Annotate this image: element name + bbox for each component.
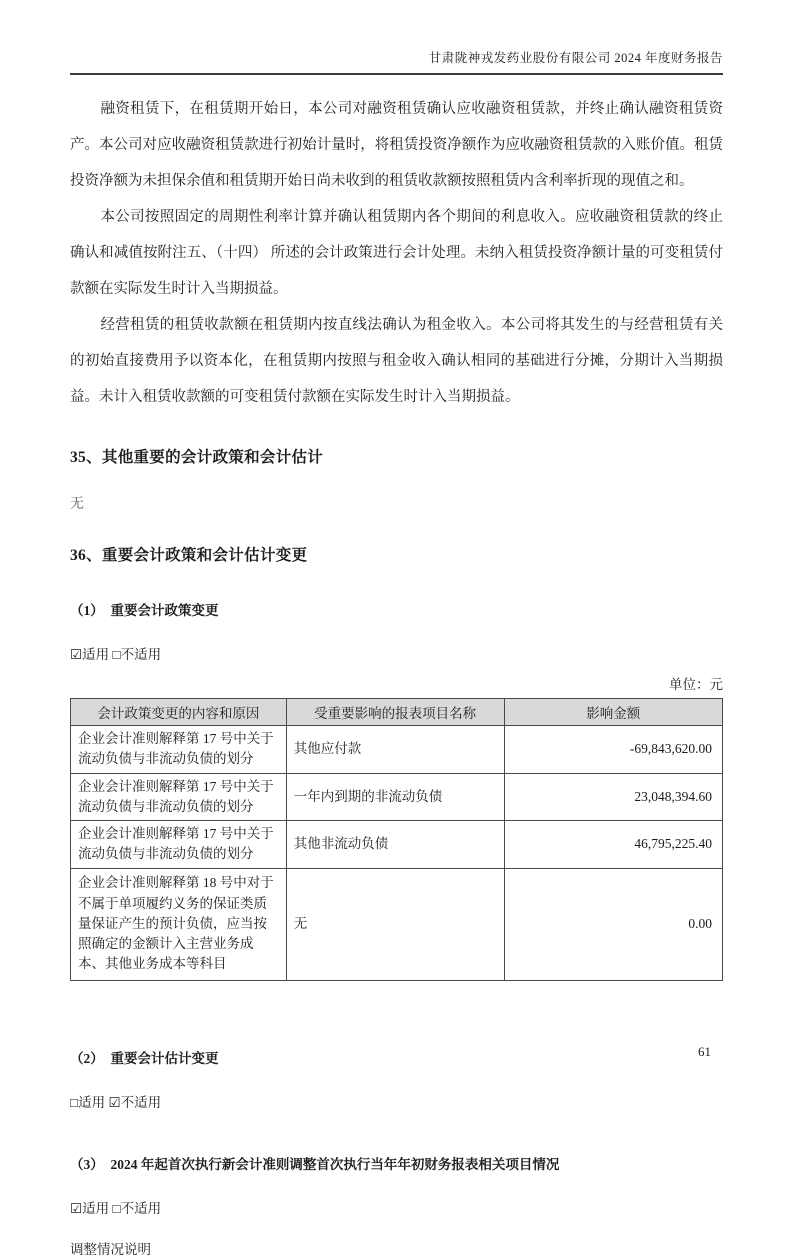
cell-affected-item: 无: [286, 868, 504, 980]
unit-label: 单位：元: [669, 677, 723, 692]
column-header-reason: 会计政策变更的内容和原因: [71, 699, 287, 726]
cell-amount: 23,048,394.60: [504, 773, 722, 821]
page-number: 61: [698, 1044, 711, 1059]
column-header-affected-item: 受重要影响的报表项目名称: [286, 699, 504, 726]
cell-reason: 企业会计准则解释第 17 号中关于流动负债与非流动负债的划分: [71, 726, 287, 774]
section-35-heading: 35、其他重要的会计政策和会计估计: [70, 449, 324, 466]
cell-affected-item: 其他应付款: [286, 726, 504, 774]
subsection-1-heading: （1） 重要会计政策变更: [70, 603, 219, 618]
cell-affected-item: 一年内到期的非流动负债: [286, 773, 504, 821]
cell-affected-item: 其他非流动负债: [286, 821, 504, 869]
column-header-amount: 影响金额: [504, 699, 722, 726]
paragraph-operating-lease: 经营租赁的租赁收款额在租赁期内按直线法确认为租金收入。本公司将其发生的与经营租赁有关的初始直接费用予以资本化，在租赁期内按照与租金收入确认相同的基础进行分摊，分期计入当期损益。未计入租赁收款额的可变租赁付款额在实际发生时计入当期损益。: [70, 317, 723, 405]
subsection-2-applicability: □适用 ☑不适用: [70, 1094, 162, 1110]
table-header-row: [71, 699, 723, 726]
cell-amount: 0.00: [504, 868, 722, 980]
section-35-body: 无: [70, 497, 84, 512]
table-row: [71, 868, 723, 980]
subsection-2-heading: （2） 重要会计估计变更: [70, 1050, 219, 1066]
subsection-3-applicability: ☑适用 □不适用: [70, 1200, 162, 1216]
paragraph-finance-lease: 融资租赁下，在租赁期开始日，本公司对融资租赁确认应收融资租赁款，并终止确认融资租赁资产。本公司对应收融资租赁款进行初始计量时，将租赁投资净额作为应收融资租赁款的入账价值。租赁投资净额为未担保余值和租赁期开始日尚未收到的租赁收款额按照租赁内含利率折现的现值之和。: [70, 101, 723, 189]
table-row: [71, 773, 723, 821]
adjustment-note-label: 调整情况说明: [70, 1241, 151, 1257]
cell-reason: 企业会计准则解释第 18 号中对于不属于单项履约义务的保证类质量保证产生的预计负债，应当按照确定的金额计入主营业务成本、其他业务成本等科目: [71, 868, 287, 980]
cell-reason: 企业会计准则解释第 17 号中关于流动负债与非流动负债的划分: [71, 773, 287, 821]
table-row: [71, 821, 723, 869]
subsection-1-applicability: ☑适用 □不适用: [70, 647, 162, 662]
cell-reason: 企业会计准则解释第 17 号中关于流动负债与非流动负债的划分: [71, 821, 287, 869]
table-row: [71, 726, 723, 774]
cell-amount: -69,843,620.00: [504, 726, 722, 774]
report-header-title: 甘肃陇神戎发药业股份有限公司 2024 年度财务报告: [70, 0, 723, 75]
paragraph-interest-income: 本公司按照固定的周期性利率计算并确认租赁期内各个期间的利息收入。应收融资租赁款的终止确认和减值按附注五、（十四） 所述的会计政策进行会计处理。未纳入租赁投资净额计量的可变租赁付款额在实际发生时计入当期损益。: [70, 209, 723, 297]
subsection-3-heading: （3） 2024 年起首次执行新会计准则调整首次执行当年年初财务报表相关项目情况: [70, 1156, 560, 1172]
policy-change-table: [70, 698, 723, 981]
cell-amount: 46,795,225.40: [504, 821, 722, 869]
section-36-heading: 36、重要会计政策和会计估计变更: [70, 547, 308, 564]
